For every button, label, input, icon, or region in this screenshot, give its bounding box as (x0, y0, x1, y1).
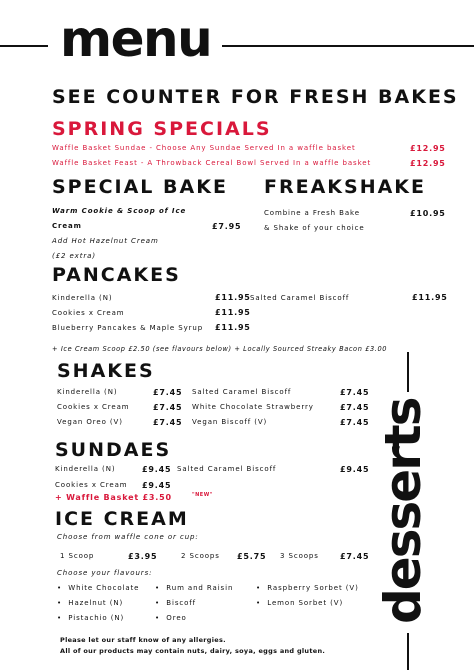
flavour-item: • Raspberry Sorbet (V) (256, 584, 359, 592)
spring-specials-heading: SPRING SPECIALS (52, 118, 272, 140)
ice-cream-choose-label: Choose from waffle cone or cup: (57, 533, 199, 541)
spring-item-name: Waffle Basket Sundae - Choose Any Sundae Served In a waffle basket (52, 144, 356, 152)
header-rule-right (222, 45, 474, 47)
shake-item-price: £7.45 (153, 418, 183, 427)
pancake-item-name: Kinderella (N) (52, 294, 113, 302)
shake-item-price: £7.45 (153, 403, 183, 412)
shake-item-name: Cookies x Cream (57, 403, 130, 411)
special-bake-line1: Warm Cookie & Scoop of Ice (52, 207, 187, 215)
freakshake-line2: & Shake of your choice (264, 224, 365, 232)
flavours-label: Choose your flavours: (57, 569, 153, 577)
ice-cream-heading: ICE CREAM (55, 508, 189, 530)
header-rule-left (0, 45, 48, 47)
waffle-basket-extra: + Waffle Basket £3.50 (55, 493, 172, 502)
shake-item-price: £7.45 (153, 388, 183, 397)
pancakes-heading: PANCAKES (52, 264, 181, 286)
flavour-name: Biscoff (166, 599, 197, 607)
allergen-warning: All of our products may contain nuts, dairy, soya, eggs and gluten. (60, 647, 326, 655)
flavour-name: Hazelnut (N) (68, 599, 124, 607)
shake-item-price: £7.45 (340, 403, 370, 412)
pancake-item-price: £11.95 (412, 293, 448, 302)
flavour-name: Lemon Sorbet (V) (267, 599, 344, 607)
shake-item-name: White Chocolate Strawberry (192, 403, 314, 411)
shake-item-price: £7.45 (340, 388, 370, 397)
new-badge: "NEW" (192, 492, 213, 498)
pancake-item-price: £11.95 (215, 323, 251, 332)
freakshake-price: £10.95 (410, 209, 446, 218)
shakes-heading: SHAKES (57, 360, 155, 382)
side-rule-top (407, 352, 409, 392)
freakshake-line1: Combine a Fresh Bake (264, 209, 360, 217)
shake-item-name: Salted Caramel Biscoff (192, 388, 292, 396)
sundaes-heading: SUNDAES (55, 439, 172, 461)
pancake-item-price: £11.95 (215, 308, 251, 317)
flavour-item: • Oreo (155, 614, 187, 622)
spring-item-price: £12.95 (410, 144, 446, 153)
flavour-item: • Pistachio (N) (57, 614, 125, 622)
flavour-item: • Biscoff (155, 599, 197, 607)
side-label: desserts (374, 398, 432, 624)
flavour-name: White Chocolate (68, 584, 140, 592)
sundae-item-name: Salted Caramel Biscoff (177, 465, 277, 473)
spring-item-name: Waffle Basket Feast - A Throwback Cereal Bowl Served In a waffle basket (52, 159, 372, 167)
special-bake-price: £7.95 (212, 222, 242, 231)
allergy-note: Please let our staff know of any allergies. (60, 636, 226, 644)
special-bake-heading: SPECIAL BAKE (52, 176, 228, 198)
shake-item-name: Kinderella (N) (57, 388, 118, 396)
scoop-price: £5.75 (237, 552, 267, 561)
scoop-option: 1 Scoop (60, 552, 95, 560)
freakshake-heading: FREAKSHAKE (264, 176, 427, 198)
pancake-extras-note: + Ice Cream Scoop £2.50 (see flavours below) + Locally Sourced Streaky Bacon £3.00 (52, 345, 388, 353)
flavour-name: Pistachio (N) (68, 614, 125, 622)
side-rule-bottom (407, 633, 409, 670)
sundae-item-price: £9.45 (340, 465, 370, 474)
special-bake-line2: Cream (52, 222, 82, 230)
sundae-item-name: Kinderella (N) (55, 465, 116, 473)
flavour-item: • Lemon Sorbet (V) (256, 599, 344, 607)
shake-item-price: £7.45 (340, 418, 370, 427)
sundae-item-price: £9.45 (142, 481, 172, 490)
shake-item-name: Vegan Oreo (V) (57, 418, 123, 426)
pancake-item-name: Cookies x Cream (52, 309, 125, 317)
special-bake-addon-price: (£2 extra) (52, 252, 96, 260)
tagline: SEE COUNTER FOR FRESH BAKES (52, 86, 459, 108)
flavour-name: Raspberry Sorbet (V) (267, 584, 359, 592)
flavour-item: • White Chocolate (57, 584, 140, 592)
shake-item-name: Vegan Biscoff (V) (192, 418, 268, 426)
flavour-item: • Hazelnut (N) (57, 599, 124, 607)
flavour-item: • Rum and Raisin (155, 584, 234, 592)
spring-item-price: £12.95 (410, 159, 446, 168)
page-title: menu (60, 10, 212, 68)
pancake-item-price: £11.95 (215, 293, 251, 302)
scoop-option: 2 Scoops (181, 552, 220, 560)
flavour-name: Oreo (166, 614, 187, 622)
special-bake-addon: Add Hot Hazelnut Cream (52, 237, 159, 245)
scoop-price: £3.95 (128, 552, 158, 561)
scoop-price: £7.45 (340, 552, 370, 561)
pancake-item-name: Blueberry Pancakes & Maple Syrup (52, 324, 204, 332)
flavour-name: Rum and Raisin (166, 584, 234, 592)
pancake-item-name: Salted Caramel Biscoff (250, 294, 350, 302)
sundae-item-name: Cookies x Cream (55, 481, 128, 489)
scoop-option: 3 Scoops (280, 552, 319, 560)
sundae-item-price: £9.45 (142, 465, 172, 474)
